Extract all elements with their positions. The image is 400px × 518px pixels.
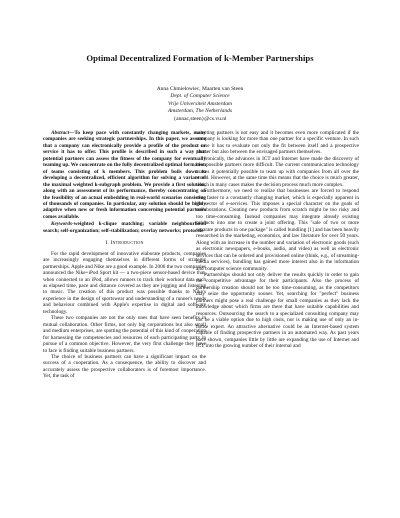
section-number: I. xyxy=(105,240,109,247)
right-paragraph-2: Ironically, the advances in ICT and Internet have made the discovery of best possible partners more difficult. The current communication technology makes it potentially possible to team up with companies from all over the world. However, at the same time this means that the choice is much greater, which in many cases makes the decision process much more complex. xyxy=(196,155,359,188)
intro-paragraph-2: These two companies are not the only ones that have seen benefits in mutual collaboration. Other firms, not only big corporations but also small and medium enterprises, are spotting the potential of this kind of cooperation for harnessing the competencies and resources of each participating party in pursue of a common objective. However, the very first challenge they have to face is finding suitable business partners. xyxy=(43,315,206,354)
section-heading-introduction xyxy=(43,240,206,246)
abstract-lead: Abstract xyxy=(51,130,70,136)
author-block xyxy=(0,86,400,123)
keywords xyxy=(43,221,206,234)
paper-title: Optimal Decentralized Formation of k-Member Partnerships xyxy=(86,53,314,63)
section-title: Introduction xyxy=(110,240,144,247)
abstract-text: —To keep pace with constantly changing markets, many companies are seeking strategic partnerships. In this paper, we assume that a company can electronically provide a profile of the product or service it has to offer. This profile is described in such a way that potential partners can assess the fitness of the company for eventually teaming up. We concentrate on the fully decentralized optimal formation of teams consisting of k members. This problem boils down to developing a decentralized, efficient algorithm for solving a variant of the maximal weighted k-subgraph problem. We provide a first solution, along with an assessment of its performance, thereby concentrating on the feasibility of an actual embedding in real-world scenarios consisting of thousands of companies. In particular, any solution should be highly adaptive when new or fresh information concerning potential partners comes available. xyxy=(43,130,206,220)
author-country: Amsterdam, The Netherlands xyxy=(167,108,233,115)
right-column xyxy=(196,130,359,349)
author-dept: Dept. of Computer Science xyxy=(170,93,230,100)
author-email: {annac,steen}@cs.vu.nl xyxy=(173,115,227,122)
intro-paragraph-1: For the rapid development of innovative elaborate products, companies are increasingly engaging themselves in different forms of strategic partnerships. Apple and Nike are a good example. In 2006 the two companies announced the Nike+iPod Sport kit — a two-piece sensor-based device that, when connected to an iPod, allows runners to track their workout data such as elapsed time, pace and distance covered as they are jogging and listening to music. The creation of this product was possible thanks to Nike's experience in the design of sportswear and understanding of a runner's needs and behaviour combined with Apple's expertise in digital and software technology. xyxy=(43,250,206,315)
keywords-lead: Keywords xyxy=(51,221,72,228)
right-paragraph-3: Furthermore, we need to realize that businesses are forced to respond ever faster to a constantly changing market, which is especially apparent in the sector of e-services. This imposes a special character on the goals of collaborations. Creating new products from scratch might be too risky and too time-consuming. Instead companies may integrate already existing products into one to create a joint offering. This "sale of two or more separate products in one package" is called bundling [1] and has been heavily researched in the marketing, economics, and law literature for over 50 years. Along with an increase in the number and variation of electronic goods (such as electronic newspapers, e-books, audio, and video) as well as electronic services that can be ordered and provisioned online (think, e.g., of streaming-media services), bundling has gained more interest also in the information and computer science community. xyxy=(196,188,359,272)
intro-paragraph-3: The choice of business partners can have a significant impact on the success of a cooperation. As a consequence, the ability to discover and accurately assess the prospective collaborators is of foremost importance. Yet, the task of xyxy=(43,353,206,380)
left-column xyxy=(43,130,206,380)
keywords-text: -weighted k-clique matching; variable neighbourhood search; self-organization; self-stabilization; overlay networks; protocols xyxy=(43,221,206,234)
right-paragraph-1: selecting partners is not easy and it becomes even more complicated if the company is looking for more than one partner for a specific venture. In such a case it has to evaluate not only the fit between itself and a prospective partner but also between the envisaged partners themselves. xyxy=(196,130,359,156)
author-university: Vrije Universiteit Amsterdam xyxy=(167,100,233,107)
right-paragraph-4: Partnerships should not only deliver the results quickly in order to gain the competitive advantage for their participants. Also the process of partnership creation should not be too time-consuming, as the competitors may seize the opportunity sooner. Yet, searching for "perfect" business partners might pose a real challenge for small companies as they lack the knowledge about which firms are there that have suitable capabilities and resources. Outsourcing the search to a specialized consulting company may not be a viable option due to high costs, nor is making use of only an in-house expert. An attractive alternative could be an Internet-based system capable of finding prospective partners in an automated way. As past years have shown, companies little by little are expanding the use of Internet and ICT into the growing number of their internal and xyxy=(196,271,359,349)
abstract xyxy=(43,130,206,220)
author-names: Anna Chmielowiec, Maarten van Steen xyxy=(156,86,244,92)
